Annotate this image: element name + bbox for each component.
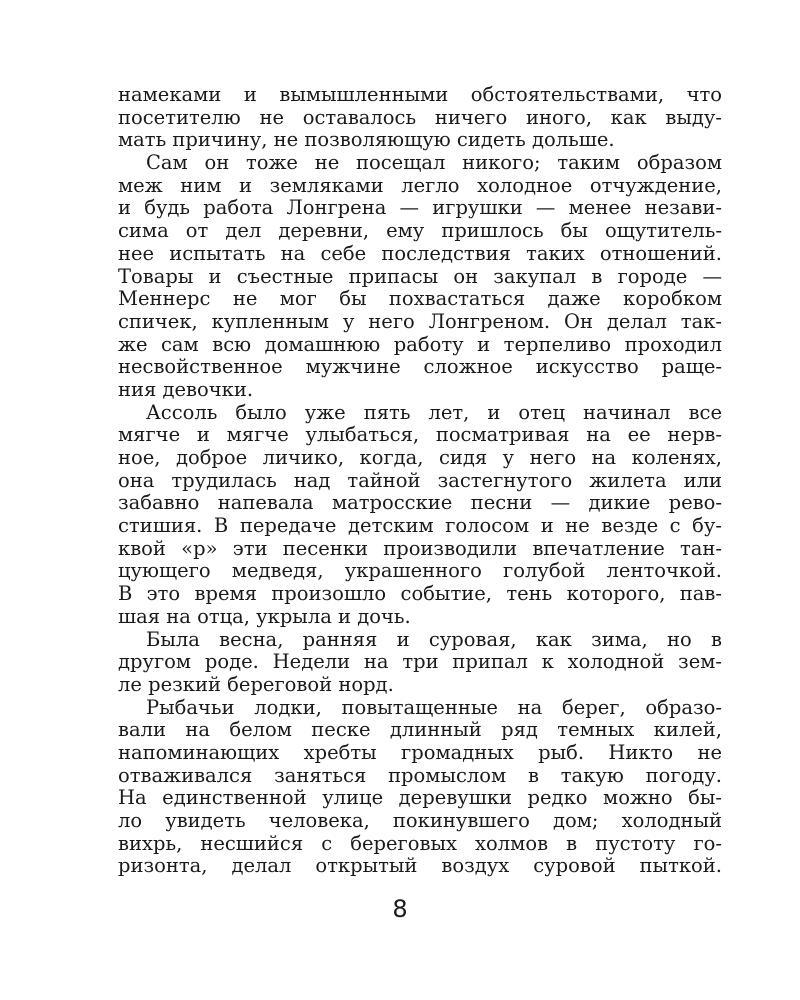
page-number: 8	[392, 895, 408, 923]
text-line: она трудилась над тайной застегнутого жилета или	[118, 468, 722, 492]
text-line: напоминающих хребты громадных рыб. Никто не	[118, 740, 722, 764]
text-line: нее испытать на себе последствия таких отношений.	[118, 241, 722, 265]
text-line: же сам всю домашнюю работу и терпеливо проходил	[118, 332, 722, 356]
text-line: В это время произошло событие, тень которого, пав-	[118, 582, 722, 606]
text-line: вихрь, несшийся с береговых холмов в пустоту го-	[118, 831, 722, 855]
text-line: Была весна, ранняя и суровая, как зима, но в	[146, 627, 722, 651]
text-line: Ассоль было уже пять лет, и отец начинал все	[146, 400, 722, 424]
text-line: мать причину, не позволяющую сидеть дольше.	[118, 128, 615, 152]
text-line: меж ним и земляками легло холодное отчуждение,	[118, 173, 722, 197]
text-line: другом роде. Недели на три припал к холодной зем-	[118, 650, 722, 674]
text-line: забавно напевала матросские песни — дикие рево-	[118, 491, 722, 515]
text-line: посетителю не оставалось ничего иного, как выду-	[118, 105, 722, 129]
text-line: стишия. В передаче детским голосом и не везде с бу-	[118, 514, 722, 538]
text-line: намеками и вымышленными обстоятельствами, что	[118, 83, 722, 106]
text-line: отваживался заняться промыслом в такую погоду.	[118, 763, 722, 787]
text-line: ло увидеть человека, покинувшего дом; холодный	[118, 809, 722, 832]
text-line: Меннерс не мог бы похвастаться даже коробком	[118, 287, 722, 311]
text-line: На единственной улице деревушки редко можно бы-	[118, 786, 722, 810]
text-line: Сам он тоже не посещал никого; таким образом	[146, 151, 722, 175]
text-line: мягче и мягче улыбаться, посматривая на ее нерв-	[118, 423, 722, 447]
text-line: цующего медведя, украшенного голубой ленточкой.	[118, 559, 722, 583]
text-line: квой «р» эти песенки производили впечатление тан-	[118, 536, 722, 560]
text-line: несвойственное мужчине сложное искусство раще-	[118, 355, 722, 379]
body-text	[118, 84, 722, 878]
text-line: ле резкий береговой норд.	[118, 672, 394, 696]
text-line: и будь работа Лонгрена — игрушки — менее незави-	[118, 196, 722, 220]
text-line: вали на белом песке длинный ряд темных килей,	[118, 718, 722, 742]
text-line: ное, доброе личико, когда, сидя у него на коленях,	[118, 446, 722, 469]
text-line: шая на отца, укрыла и дочь.	[118, 604, 411, 628]
text-line: ризонта, делал открытый воздух суровой пыткой.	[118, 854, 722, 878]
text-line: ния девочки.	[118, 377, 254, 401]
text-line: Рыбачьи лодки, повытащенные на берег, образо-	[146, 695, 722, 719]
text-line: Товары и съестные припасы он закупал в городе —	[118, 264, 722, 288]
text-line: сима от дел деревни, ему пришлось бы ощутитель-	[118, 219, 722, 243]
text-line: спичек, купленным у него Лонгреном. Он делал так-	[118, 309, 722, 333]
